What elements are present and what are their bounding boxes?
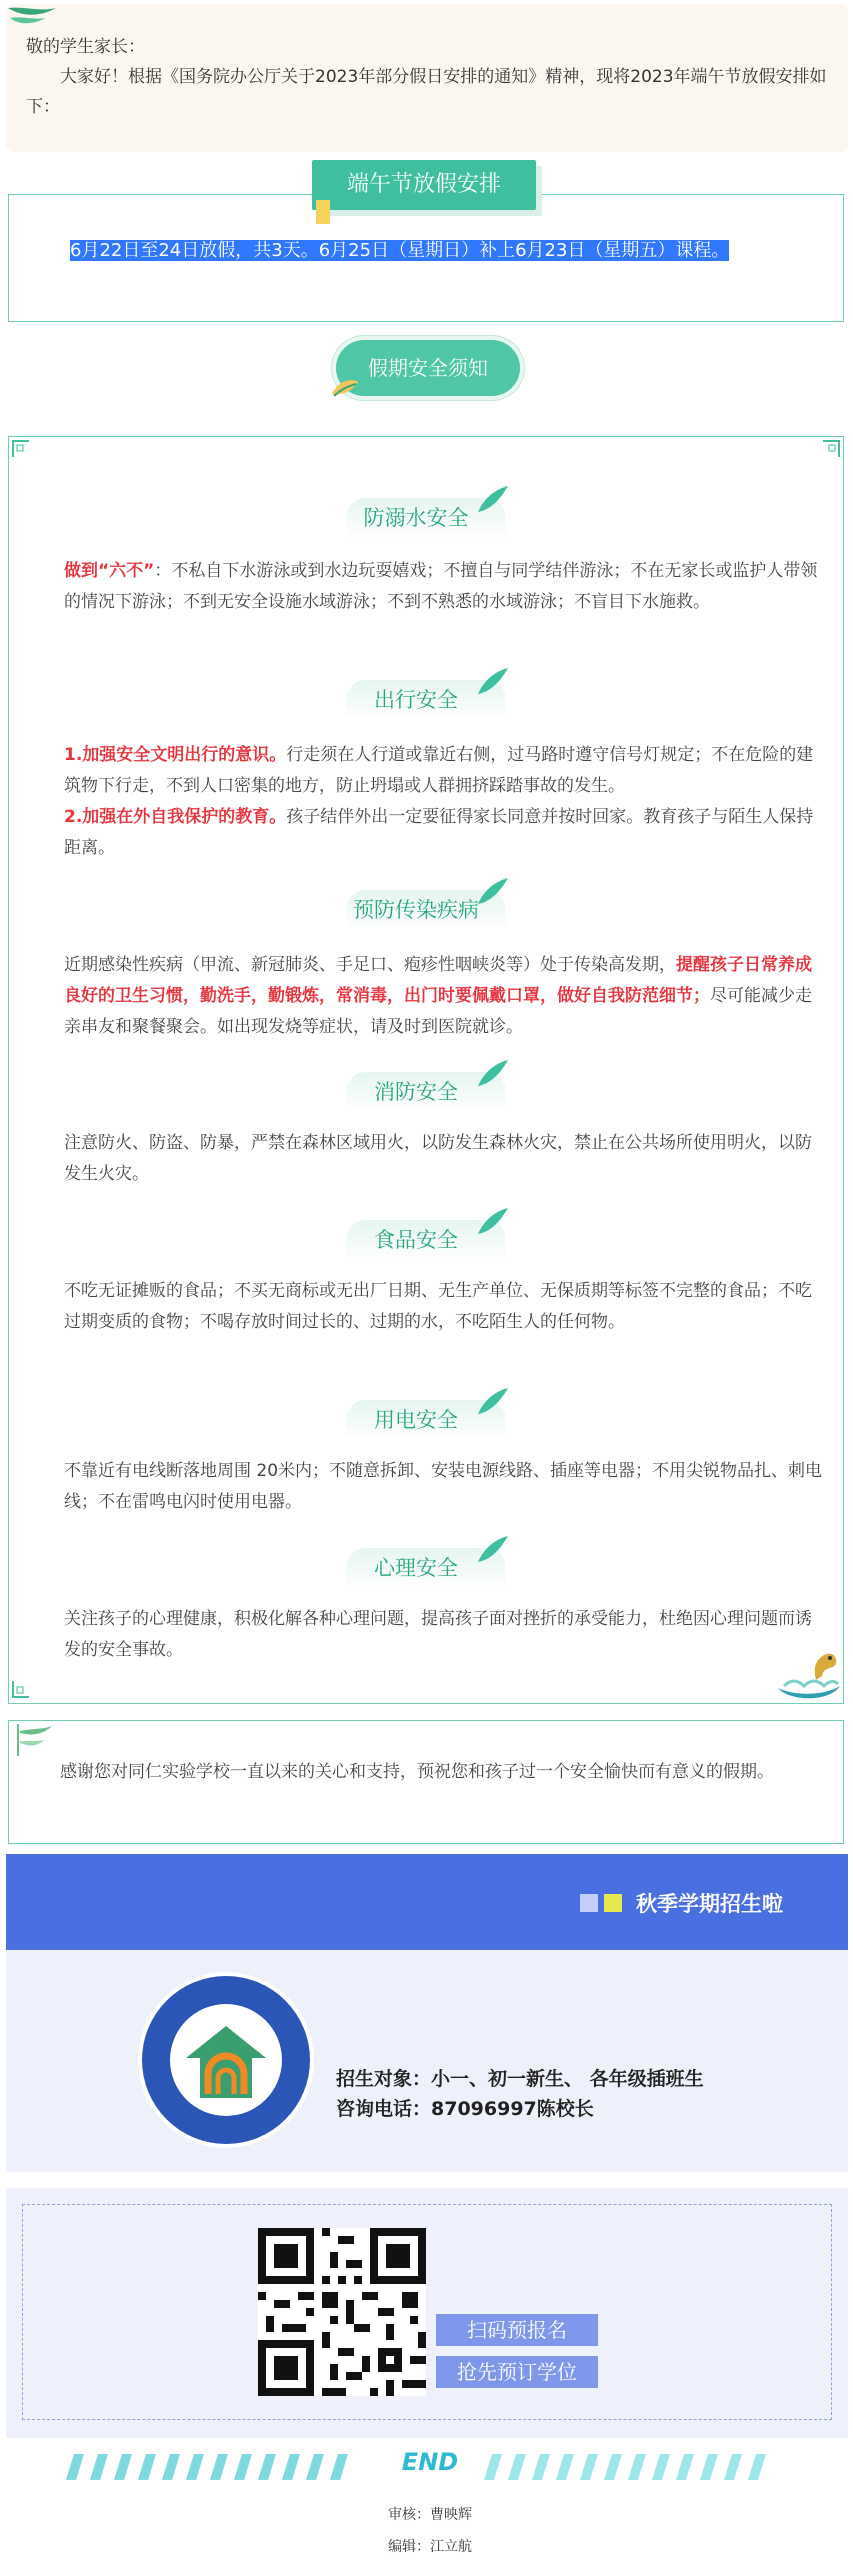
safety-banner: 假期安全须知 xyxy=(336,340,520,396)
section-title-mental: 心理安全 xyxy=(346,1534,506,1588)
drowning-text: 做到“六不”：不私自下水游泳或到水边玩耍嬉戏；不擅自与同学结伴游泳；不在无家长或监护人带领的情况下游泳；不到无安全设施水域游泳；不到不熟悉的水域游泳；不盲目下水施救。 xyxy=(64,561,818,612)
mental-text: 关注孩子的心理健康，积极化解各种心理问题，提高孩子面对挫折的承受能力，杜绝因心理问题而诱发的安全事故。 xyxy=(64,1609,812,1660)
qr-code[interactable] xyxy=(258,2228,426,2396)
bamboo-icon xyxy=(12,1722,58,1758)
banner-tab xyxy=(316,200,330,224)
enroll-title: 秋季学期招生啦 xyxy=(636,1892,783,1916)
section-title-fire: 消防安全 xyxy=(346,1058,506,1112)
holiday-text xyxy=(70,236,810,266)
corner-ornament-icon xyxy=(12,1680,30,1698)
corner-ornament-icon xyxy=(12,440,30,458)
intro-paragraph: 大家好！根据《国务院办公厅关于2023年部分假日安排的通知》精神，现将2023年端午节放假安排如下： xyxy=(26,67,827,117)
enroll-target: 招生对象：小一、初一新生、 各年级插班生 xyxy=(336,2068,704,2090)
section-title-food: 食品安全 xyxy=(346,1206,506,1260)
disease-text: 近期感染性疾病（甲流、新冠肺炎、手足口、疱疹性咽峡炎等）处于传染高发期，提醒孩子日常养成良好的卫生习惯，勤洗手，勤锻炼，常消毒，出门时要佩戴口罩，做好自我防范细节；尽可能减少走亲串友和聚餐聚会。如出现发烧等症状，请及时到医院就诊。 xyxy=(64,955,812,1037)
travel-text-2: 2.加强在外自我保护的教育。孩子结伴外出一定要征得家长同意并按时回家。教育孩子与陌生人保持距离。 xyxy=(64,807,814,858)
holiday-banner: 端午节放假安排 xyxy=(312,160,536,210)
electric-text: 不靠近有电线断落地周围 20米内；不随意拆卸、安装电源线路、插座等电器；不用尖锐物品扎、刺电线；不在雷鸣电闪时使用电器。 xyxy=(64,1461,823,1512)
square-icon xyxy=(604,1894,622,1912)
square-icon xyxy=(580,1894,598,1912)
food-text: 不吃无证摊贩的食品；不买无商标或无出厂日期、无生产单位、无保质期等标签不完整的食品；不吃过期变质的食物；不喝存放时间过长的、过期的水，不吃陌生人的任何物。 xyxy=(64,1281,812,1332)
bamboo-leaf-icon xyxy=(6,4,58,34)
reviewer-credit: 审核：曹映辉 xyxy=(388,2507,472,2523)
editor-credit: 编辑：江立航 xyxy=(388,2539,472,2555)
section-title-electric: 用电安全 xyxy=(346,1386,506,1440)
qr-frame xyxy=(22,2204,832,2420)
greeting: 敬的学生家长： xyxy=(26,37,145,57)
end-mark: END xyxy=(401,2448,459,2476)
leaf-icon xyxy=(330,376,360,398)
travel-text-1: 1.加强安全文明出行的意识。行走须在人行道或靠近右侧，过马路时遵守信号灯规定；不在危险的建筑物下行走，不到人口密集的地方，防止坍塌或人群拥挤踩踏事故的发生。 xyxy=(64,745,814,796)
holiday-text-highlight: 6月22日至24日放假，共3天。6月25日（星期日）补上6月23日（星期五）课程。 xyxy=(70,240,730,261)
enroll-body xyxy=(6,1950,848,2172)
corner-ornament-icon xyxy=(822,440,840,458)
enroll-phone: 咨询电话：87096997陈校长 xyxy=(336,2098,594,2120)
stripes-right xyxy=(478,2454,788,2480)
section-title-disease: 预防传染疾病 xyxy=(346,876,506,930)
fire-text: 注意防火、防盗、防暴，严禁在森林区域用火，以防发生森林火灾，禁止在公共场所使用明火，以防发生火灾。 xyxy=(64,1133,812,1184)
section-title-travel: 出行安全 xyxy=(346,666,506,720)
intro-text xyxy=(26,32,832,122)
scan-register-button[interactable]: 扫码预报名 xyxy=(436,2314,598,2346)
stripes-left xyxy=(60,2454,360,2480)
school-logo xyxy=(136,1970,316,2150)
reserve-seat-button[interactable]: 抢先预订学位 xyxy=(436,2356,598,2388)
section-title-drowning: 防溺水安全 xyxy=(346,484,506,538)
thanks-text: 感谢您对同仁实验学校一直以来的关心和支持，预祝您和孩子过一个安全愉快而有意义的假期。 xyxy=(60,1762,774,1782)
